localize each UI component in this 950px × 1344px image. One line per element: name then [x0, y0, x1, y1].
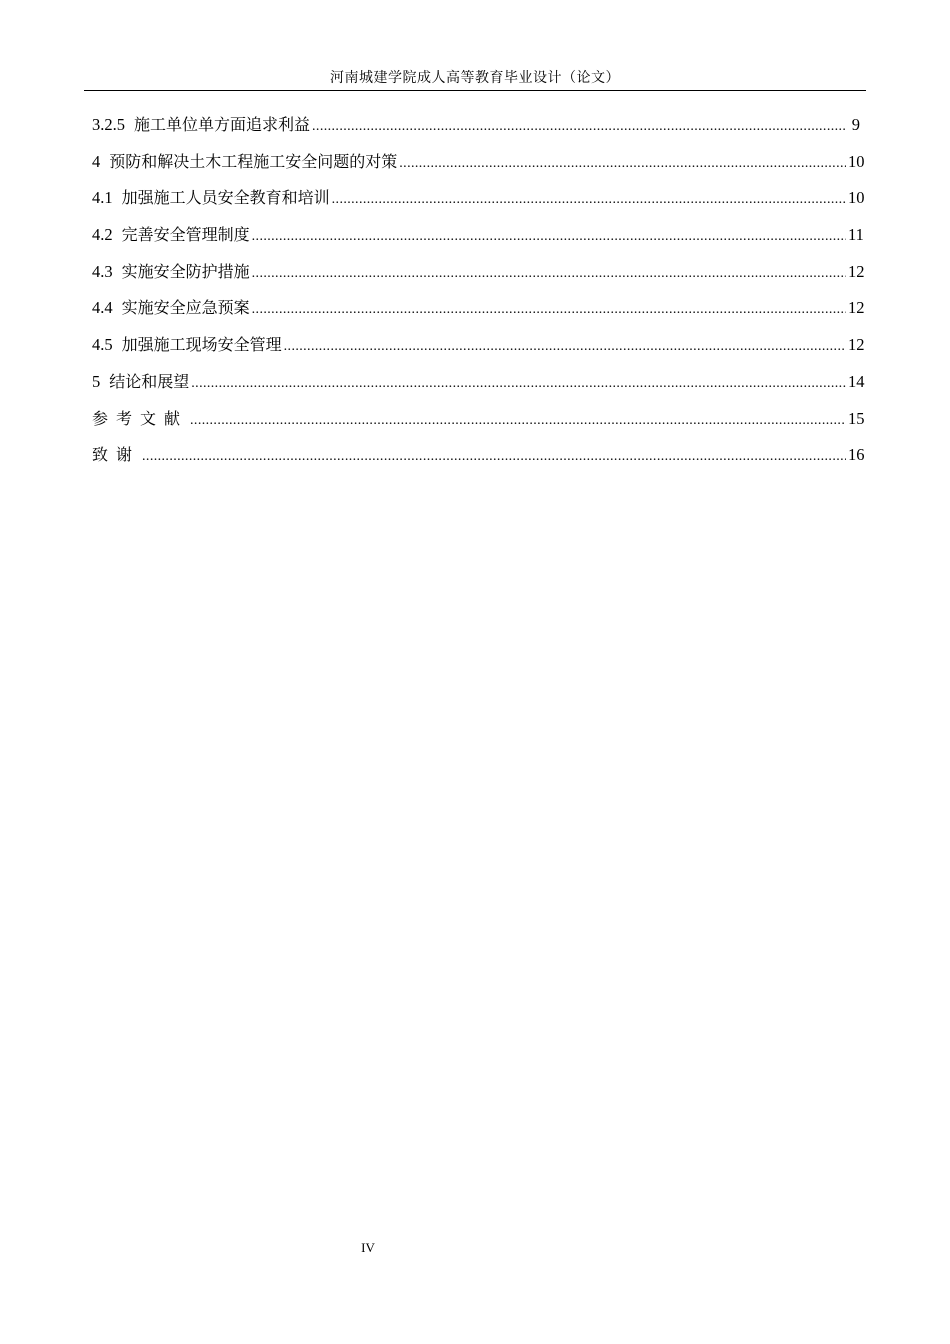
table-of-contents: [92, 111, 865, 478]
header-title: 河南城建学院成人高等教育毕业设计（论文）: [330, 70, 620, 86]
toc-entry-number: 4.3: [92, 261, 113, 281]
toc-entry-title: 参考文献: [92, 408, 189, 428]
toc-entry-page: 11: [848, 225, 864, 245]
toc-entry-title: 致谢: [92, 445, 141, 465]
toc-entry-title: 完善安全管理制度: [121, 225, 250, 245]
toc-entry-title: 加强施工人员安全教育和培训: [121, 188, 330, 208]
toc-entry-number: 4.2: [92, 225, 113, 245]
toc-entry-number: 4.4: [92, 298, 113, 318]
toc-entry-3-2-5[interactable]: [92, 111, 860, 148]
toc-entry-page: 9: [851, 115, 860, 134]
toc-leader-dots: [252, 223, 846, 251]
toc-entry-page: 10: [848, 188, 865, 208]
toc-leader-dots: [142, 443, 846, 471]
toc-entry-page: 14: [848, 371, 865, 391]
toc-leader-dots: [252, 296, 846, 324]
toc-entry-page: 12: [848, 335, 865, 355]
page-header: [84, 68, 866, 91]
page-footer: [0, 1240, 736, 1256]
page-number: IV: [361, 1240, 375, 1255]
toc-entry-5[interactable]: [92, 368, 865, 405]
toc-entry-title: 实施安全防护措施: [121, 261, 250, 281]
toc-entry-4[interactable]: [92, 148, 865, 185]
toc-entry-title: 实施安全应急预案: [121, 298, 250, 318]
toc-leader-dots: [399, 150, 846, 178]
toc-entry-page: 12: [848, 298, 865, 318]
toc-entry-4-3[interactable]: [92, 258, 865, 295]
toc-entry-title: 预防和解决土木工程施工安全问题的对策: [109, 151, 398, 171]
toc-entry-page: 12: [848, 261, 865, 281]
toc-leader-dots: [284, 333, 846, 361]
toc-leader-dots: [252, 260, 846, 288]
toc-entry-4-1[interactable]: [92, 184, 865, 221]
toc-entry-4-4[interactable]: [92, 294, 865, 331]
toc-entry-number: 4.5: [92, 335, 113, 355]
toc-entry-number: 5: [92, 371, 101, 391]
toc-entry-acknowledgements[interactable]: [92, 441, 865, 478]
toc-entry-number: 3.2.5: [92, 115, 125, 134]
toc-leader-dots: [312, 113, 846, 141]
toc-entry-4-2[interactable]: [92, 221, 864, 258]
toc-entry-title: 结论和展望: [109, 371, 190, 391]
toc-entry-title: 加强施工现场安全管理: [121, 335, 282, 355]
toc-entry-title: 施工单位单方面追求利益: [134, 115, 311, 134]
toc-leader-dots: [190, 407, 846, 435]
toc-leader-dots: [191, 370, 846, 398]
toc-entry-number: 4: [92, 151, 101, 171]
toc-entry-number: 4.1: [92, 188, 113, 208]
toc-entry-page: 15: [848, 408, 865, 428]
toc-entry-4-5[interactable]: [92, 331, 865, 368]
toc-entry-page: 10: [848, 151, 865, 171]
toc-leader-dots: [332, 186, 846, 214]
toc-entry-references[interactable]: [92, 405, 865, 442]
toc-entry-page: 16: [848, 445, 865, 465]
